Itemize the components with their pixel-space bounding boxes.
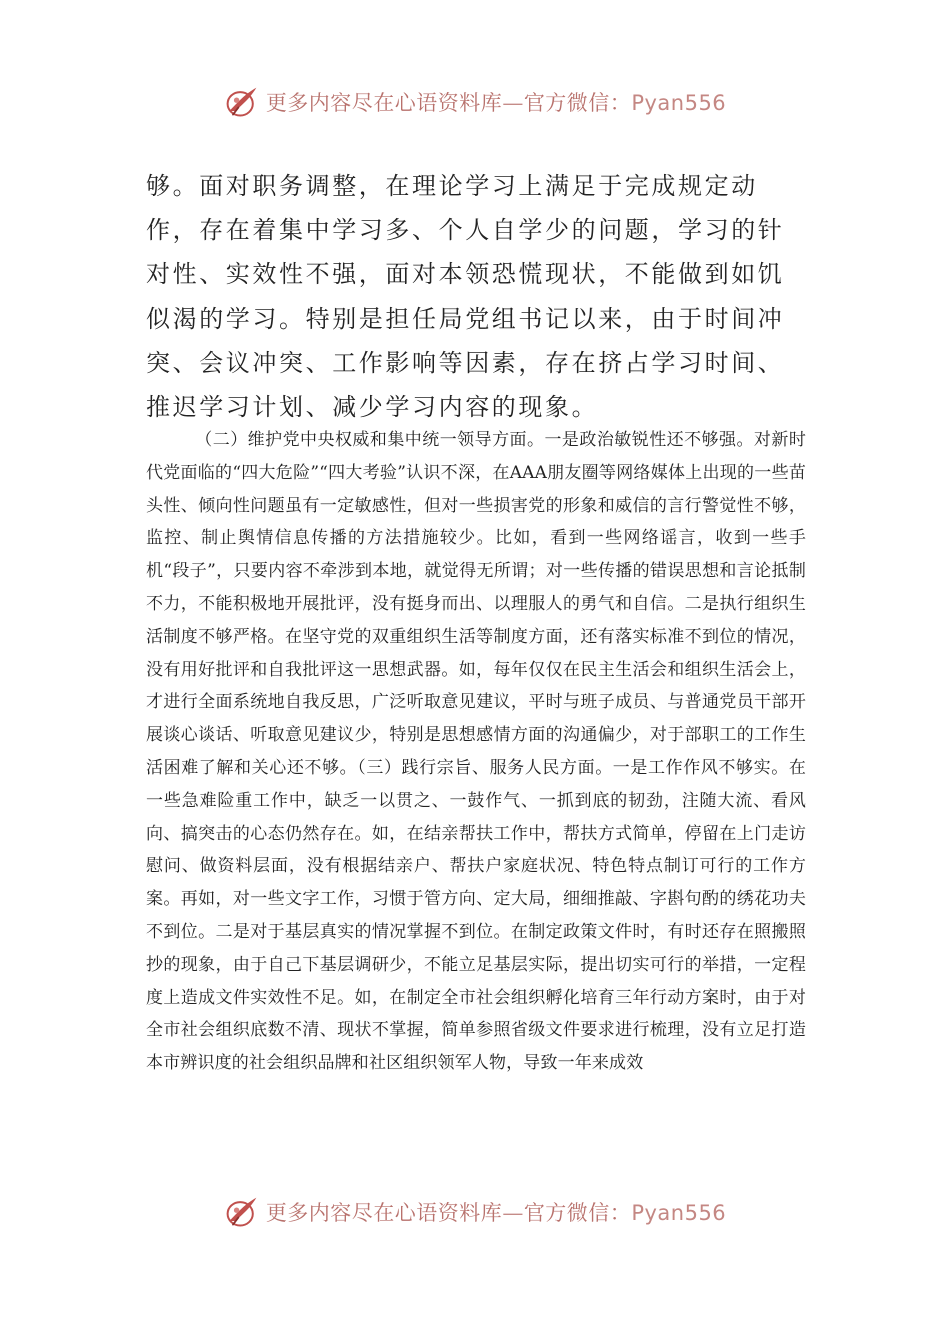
footer-banner-label: 官方微信： — [523, 1201, 632, 1225]
footer-banner-separator: — — [502, 1201, 524, 1225]
footer-banner-inner — [224, 1194, 726, 1230]
quill-pen-logo-icon — [224, 1194, 260, 1230]
footer-banner-text — [266, 1197, 726, 1227]
quill-pen-logo-icon — [224, 84, 260, 120]
header-banner-inner — [224, 84, 726, 120]
header-banner-handle: Pyan556 — [631, 91, 727, 115]
header-banner-text — [266, 87, 726, 117]
footer-banner — [0, 1190, 950, 1234]
continued-paragraph: 够。面对职务调整，在理论学习上满足于完成规定动作，存在着集中学习多、个人自学少的问题，学习的针对性、实效性不强，面对本领恐慌现状，不能做到如饥似渴的学习。特别是担任局党组书记以来，由于时间冲突、会议冲突、工作影响等因素，存在挤占学习时间、推迟学习计划、减少学习内容的现象。 — [146, 172, 785, 422]
header-banner-separator: — — [502, 91, 524, 115]
footer-banner-main: 更多内容尽在心语资料库 — [265, 1201, 503, 1225]
footer-banner-handle: Pyan556 — [631, 1201, 727, 1225]
header-banner-label: 官方微信： — [523, 91, 632, 115]
body-paragraph: （二）维护党中央权威和集中统一领导方面。一是政治敏锐性还不够强。对新时代党面临的“四大危险”“四大考验”认识不深，在AAA朋友圈等网络媒体上出现的一些苗头性、倾向性问题虽有一定敏感性，但对一些损害党的形象和威信的言行警觉性不够，监控、制止舆情信息传播的方法措施较少。比如，看到一些网络谣言，收到一些手机“段子”，只要内容不牵涉到本地，就觉得无所谓；对一些传播的错误思想和言论抵制不力，不能积极地开展批评，没有挺身而出、以理服人的勇气和自信。二是执行组织生活制度不够严格。在坚守党的双重组织生活等制度方面，还有落实标准不到位的情况，没有用好批评和自我批评这一思想武器。如，每年仅仅在民主生活会和组织生活会上，才进行全面系统地自我反思，广泛听取意见建议，平时与班子成员、与普通党员干部开展谈心谈话、听取意见建议少，特别是思想感情方面的沟通偏少，对于部职工的工作生活困难了解和关心还不够。（三）践行宗旨、服务人民方面。一是工作作风不够实。在一些急难险重工作中，缺乏一以贯之、一鼓作气、一抓到底的韧劲，注随大流、看风向、搞突击的心态仍然存在。如，在结亲帮扶工作中，帮扶方式简单，停留在上门走访慰问、做资料层面，没有根据结亲户、帮扶户家庭状况、特色特点制订可行的工作方案。再如，对一些文字工作，习惯于管方向、定大局，细细推敲、字斟句酌的绣花功夫不到位。二是对于基层真实的情况掌握不到位。在制定政策文件时，有时还存在照搬照抄的现象，由于自己下基层调研少，不能立足基层实际，提出切实可行的举措，一定程度上造成文件实效性不足。如，在制定全市社会组织孵化培育三年行动方案时，由于对全市社会组织底数不清、现状不掌握，简单参照省级文件要求进行梳理，没有立足打造本市辨识度的社会组织品牌和社区组织领军人物，导致一年来成效 — [146, 430, 806, 1074]
header-banner-main: 更多内容尽在心语资料库 — [265, 91, 503, 115]
header-banner — [0, 80, 950, 124]
